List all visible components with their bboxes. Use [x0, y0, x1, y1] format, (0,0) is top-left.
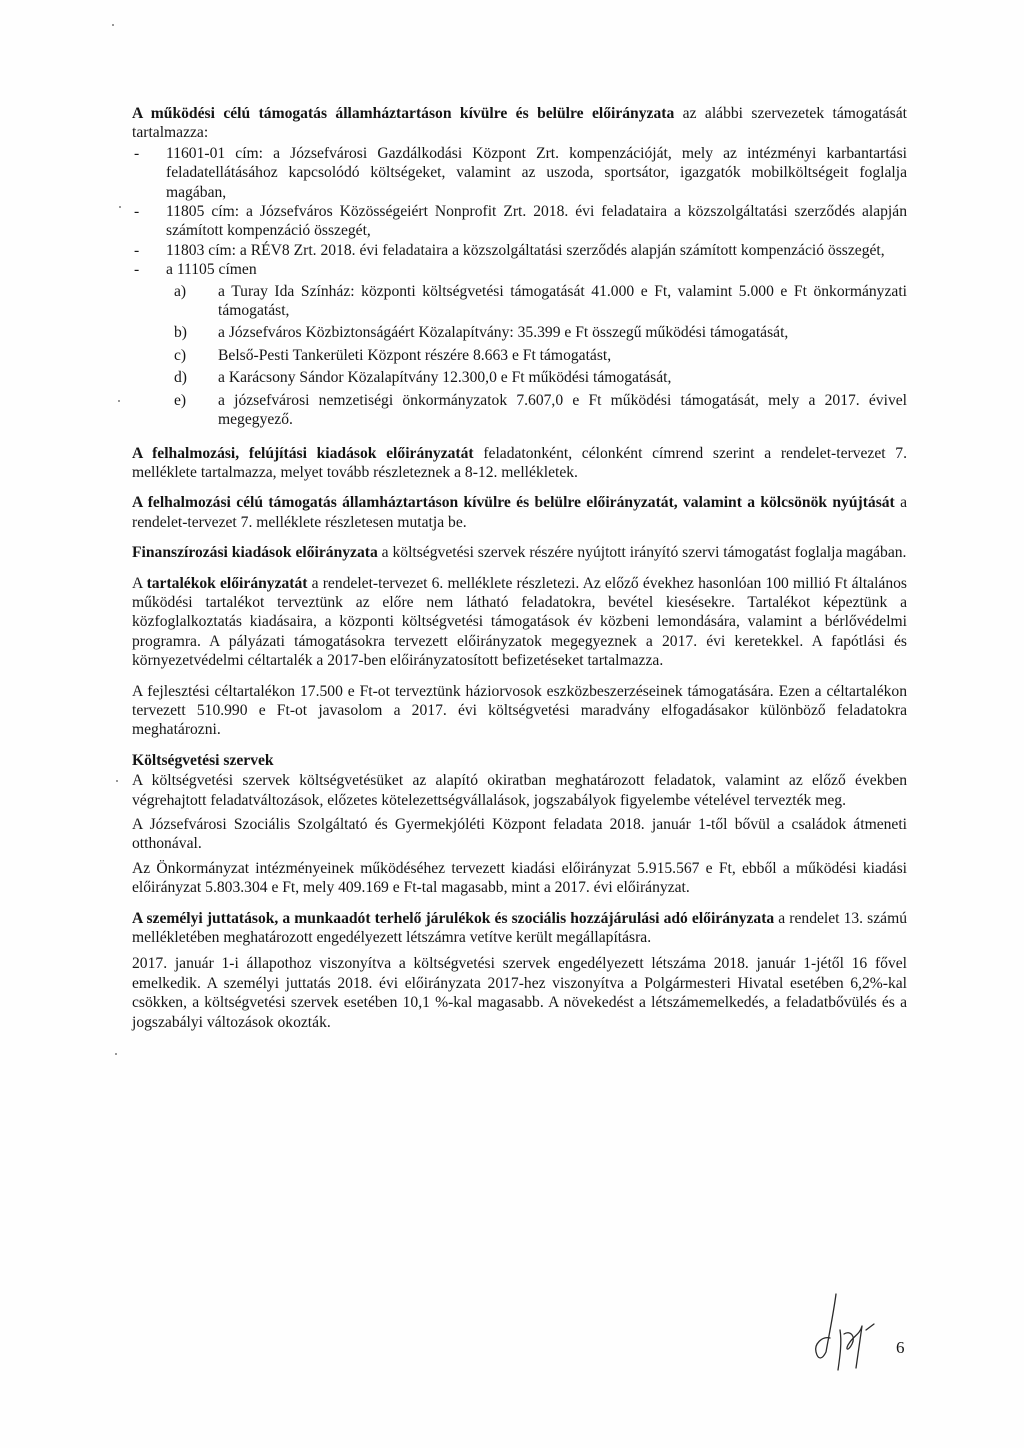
paragraph-text: a költségvetési szervek részére nyújtott irányító szervi támogatást foglalja magában.: [377, 544, 907, 562]
sub-list-text: a józsefvárosi nemzetiségi önkormányzatok 7.607,0 e Ft működési támogatását, mely a 2017. évivel megegyező.: [218, 391, 907, 429]
paragraph-letszam: 2017. január 1-i állapothoz viszonyítva a költségvetési szervek engedélyezett létszáma 2018. január 1-jétől 16 fővel emelkedik. A személyi juttatás 2018. évi előirányzata 2017-hez viszonyítva a Polgármesteri Hivatal esetében 6,2%-kal csökken, a költségvetési szervek esetében 10,1 %-kal magasabb. A növekedést a létszámemelkedés, a feladatbővülés és a jogszabályi változások okozták.: [132, 955, 907, 1031]
paragraph-mukodesi-tamogatas: [132, 104, 907, 143]
list-item: - 11805 cím: a Józsefváros Közösségeiért Nonprofit Zrt. 2018. évi feladataira a közszolgáltatási szerződés alapján számított kompenzáció összegét,: [132, 202, 907, 241]
bold-lead: A személyi juttatások, a munkaadót terhelő járulékok és szociális hozzájárulási adó előirányzata: [132, 909, 775, 927]
paragraph-felhalmozasi-kiadasok: [132, 444, 907, 483]
sub-list-text: a Józsefváros Közbiztonságáért Közalapítvány: 35.399 e Ft összegű működési támogatását,: [218, 324, 789, 342]
sub-list-text: a Karácsony Sándor Közalapítvány 12.300,0 e Ft működési támogatását,: [218, 369, 672, 387]
bold-lead: A felhalmozási, felújítási kiadások előirányzatát: [132, 444, 474, 462]
document-body: [132, 104, 907, 1043]
sub-list-item: [132, 323, 907, 342]
paragraph-text: az alábbi szervezetek támogatását tartalmazza:: [132, 105, 907, 142]
list-item: - 11601-01 cím: a Józsefvárosi Gazdálkodási Központ Zrt. kompenzációját, mely az intézményi karbantartási feladatellátásához kapcsolódó költségeket, valamint az uszoda, sportsátor, igazgatók mobilköltségeit foglalja magában,: [132, 144, 907, 202]
sub-list: [132, 282, 907, 430]
page-number: 6: [896, 1338, 905, 1357]
list-item-text: a 11105 címen: [166, 261, 257, 279]
paragraph-text: a rendelet-tervezet 6. melléklete részletezi. Az előző évekhez hasonlóan 100 millió Ft általános működési tartalékot terveztünk az előre nem látható feladatokra, bevétel kiesésekre. Tartalékot képeztünk a közfoglalkoztatás kiadásaira, a központi költségvetési támogatások év közbeni lemondására, valamint a bérlővédelmi programra. A pályázati támogatásokra tervezett előirányzatok megegyeznek a 2017. évi keretekkel. A fapótlási és környezetvédelmi céltartalék a 2017-ben előirányzatosított befizetéseket tartalmazza.: [132, 574, 907, 670]
paragraph-text: feladatonként, célonként címrend szerint a rendelet-tervezet 7. melléklete tartalmazza, melyet tovább részleteznek a 8-12. mellékletek.: [132, 444, 907, 481]
bold-lead: tartalékok előirányzatát: [146, 574, 308, 592]
scan-speck: [116, 780, 118, 782]
sub-list-marker: b): [174, 324, 187, 342]
sub-list-marker: a): [174, 282, 187, 300]
bold-lead: Finanszírozási kiadások előirányzata: [132, 544, 378, 562]
paragraph-fejlesztesi-celtartalek: A fejlesztési céltartalékon 17.500 e Ft-ot terveztünk háziorvosok eszközbeszerzéseinek támogatására. Ezen a céltartalékon tervezett 510.990 e Ft-ot javasolom a 2017. évi költségvetési maradvány elfogadásakor különböző feladatokra meghatározni.: [132, 682, 907, 739]
sub-list-item: [132, 282, 907, 321]
sub-list-item: [132, 368, 907, 387]
section-heading-koltsegvetesi-szervek: Költségvetési szervek: [132, 751, 274, 769]
bold-lead: A működési célú támogatás államháztartáson kívülre és belülre előirányzata: [132, 105, 675, 122]
paragraph-finanszirozasi: [132, 543, 907, 562]
paragraph-koltsegvetesi-3: Az Önkormányzat intézményeinek működéséhez tervezett kiadási előirányzat 5.915.567 e Ft, ebből a működési kiadási előirányzat 5.803.304 e Ft, mely 409.169 e Ft-tal magasabb, mint a 2017. évi előirányzat.: [132, 859, 907, 897]
paragraph-tartalekok: [132, 574, 907, 671]
sub-list-text: a Turay Ida Színház: központi költségvetési támogatását 41.000 e Ft, valamint 5.000 e Ft önkormányzati támogatást,: [218, 282, 907, 320]
paragraph-felhalmozasi-tamogatas: [132, 493, 907, 532]
handwritten-signature: [800, 1290, 890, 1380]
paragraph-text: a rendelet-tervezet 7. melléklete részletesen mutatja be.: [132, 494, 907, 531]
sub-list-marker: d): [174, 369, 187, 387]
list-item: [132, 260, 907, 279]
scan-speck: [112, 24, 114, 26]
sub-list-text: Belső-Pesti Tankerületi Központ részére 8.663 e Ft támogatást,: [218, 346, 612, 364]
paragraph-koltsegvetesi-2: A Józsefvárosi Szociális Szolgáltató és Gyermekjóléti Központ feladata 2018. január 1-től bővül a családok átmeneti otthonával.: [132, 816, 907, 853]
paragraph-koltsegvetesi-1: A költségvetési szervek költségvetésüket az alapító okiratban meghatározott feladatok, valamint az előző években végrehajtott feladatváltozások, előzetes kötelezettségvállalások, jogszabályok figyelembe vételével tervezték meg.: [132, 772, 907, 809]
paragraph-text: a rendelet 13. számú mellékletében meghatározott engedélyezett létszámra vetítve került megállapításra.: [132, 909, 908, 947]
sub-list-marker: c): [174, 346, 187, 364]
support-list: [132, 144, 907, 280]
sub-list-item: [132, 346, 907, 365]
sub-list-marker: e): [174, 391, 187, 409]
paragraph-prefix: A: [132, 574, 147, 592]
bold-lead: A felhalmozási célú támogatás államháztartáson kívülre és belülre előirányzatát, valamint a kölcsönök nyújtását: [132, 494, 895, 512]
scan-speck: [119, 206, 121, 208]
sub-list-item: [132, 391, 907, 430]
scan-speck: [118, 400, 120, 402]
paragraph-szemelyi-juttatasok: [132, 909, 907, 948]
list-item: - 11803 cím: a RÉV8 Zrt. 2018. évi feladataira a közszolgáltatási szerződés alapján számított kompenzáció összegét,: [132, 241, 907, 260]
scan-speck: [115, 1053, 117, 1055]
